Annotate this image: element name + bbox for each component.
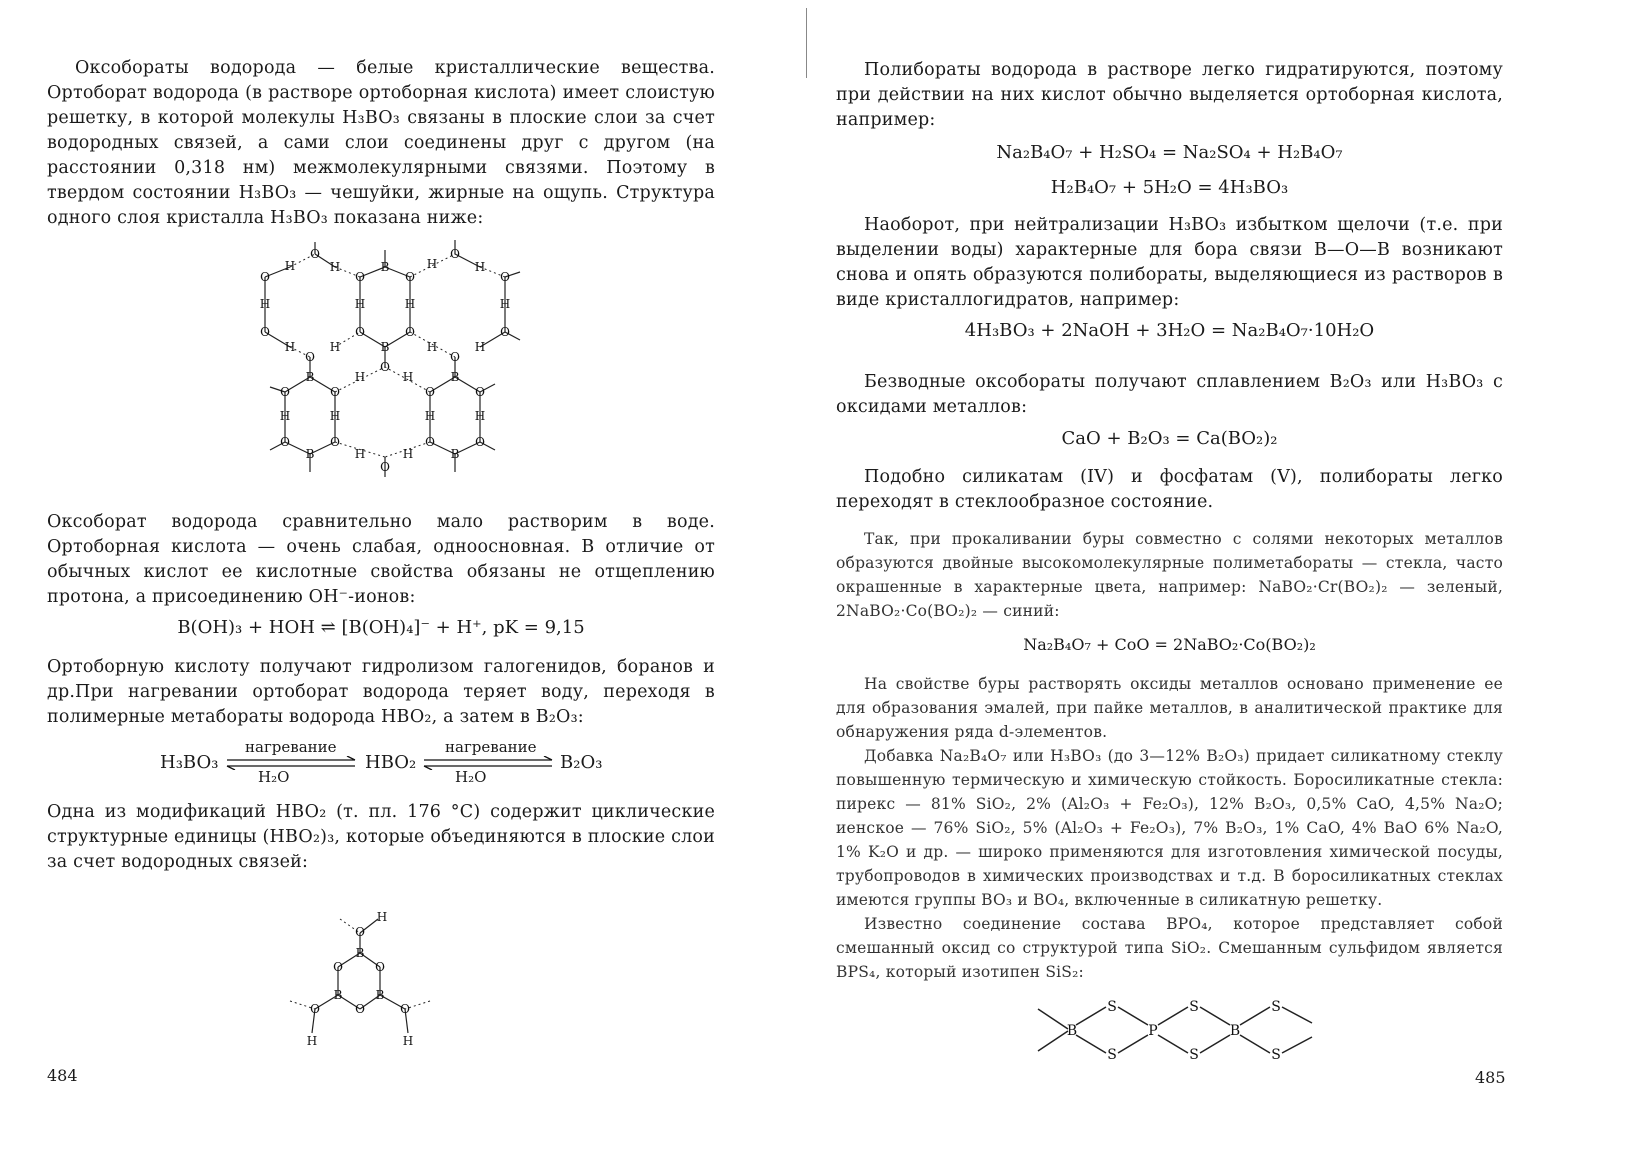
svg-text:O: O bbox=[355, 325, 365, 339]
svg-text:O: O bbox=[400, 1002, 410, 1016]
svg-text:O: O bbox=[260, 325, 270, 339]
svg-text:H: H bbox=[474, 260, 486, 274]
svg-text:P: P bbox=[1148, 1023, 1158, 1039]
paragraph-r6: На свойстве буры растворять оксиды металлов основано применение ее для образования эмалей, при пайке металлов, в аналитической практике для обнаружения ряда d-элементов. bbox=[836, 675, 1503, 741]
paragraph-5: Одна из модификаций HBO₂ (т. пл. 176 °C) содержит циклические структурные единицы (HBO₂)₃, которые объединяются в плоские слои за счет водородных связей: bbox=[47, 802, 715, 872]
svg-text:B: B bbox=[333, 988, 343, 1002]
svg-text:O: O bbox=[305, 350, 315, 364]
svg-text:S: S bbox=[1271, 999, 1281, 1015]
svg-text:H: H bbox=[474, 409, 486, 423]
paragraph-r3: Безводные оксобораты получают сплавлением B₂O₃ или H₃BO₃ с оксидами металлов: bbox=[836, 372, 1503, 417]
svg-text:B: B bbox=[305, 370, 315, 384]
equation-r1: Na₂B₄O₇ + H₂SO₄ = Na₂SO₄ + H₂B₄O₇ bbox=[996, 142, 1343, 163]
svg-text:B: B bbox=[305, 447, 315, 461]
left-page bbox=[0, 0, 800, 1175]
svg-text:H: H bbox=[402, 370, 414, 384]
page-number-right: 485 bbox=[1475, 1068, 1506, 1087]
svg-text:O: O bbox=[330, 385, 340, 399]
equilibrium-arrow bbox=[225, 756, 360, 770]
svg-text:O: O bbox=[333, 960, 343, 974]
svg-text:B: B bbox=[1229, 1023, 1241, 1039]
paragraph-3: Ортоборную кислоту получают гидролизом галогенидов, боранов и др. bbox=[47, 657, 715, 702]
paragraph-r8: Известно соединение состава BPO₄, которое представляет собой смешанный оксид со структурой типа SiO₂. Смешанным сульфидом является BPS₄, который изотипен SiS₂: bbox=[836, 915, 1503, 981]
equation-r2: H₂B₄O₇ + 5H₂O = 4H₃BO₃ bbox=[1050, 177, 1289, 198]
equation-boric-acid-equilibrium: B(OH)₃ + HOH ⇌ [B(OH)₄]⁻ + H⁺, pK = 9,15 bbox=[177, 617, 585, 638]
svg-text:O: O bbox=[280, 435, 290, 449]
svg-text:B: B bbox=[450, 370, 460, 384]
svg-text:H: H bbox=[426, 340, 438, 354]
svg-text:H: H bbox=[402, 1034, 414, 1048]
svg-text:O: O bbox=[355, 1002, 365, 1016]
svg-text:S: S bbox=[1189, 1047, 1199, 1063]
h3bo3-layer-structure bbox=[240, 232, 530, 502]
svg-text:O: O bbox=[355, 925, 365, 939]
svg-text:O: O bbox=[330, 435, 340, 449]
svg-text:S: S bbox=[1107, 1047, 1117, 1063]
svg-text:O: O bbox=[475, 385, 485, 399]
equation-r4: CaO + B₂O₃ = Ca(BO₂)₂ bbox=[1061, 428, 1278, 449]
arrow-label-heating: нагревание bbox=[245, 738, 337, 756]
svg-text:H: H bbox=[404, 297, 416, 311]
svg-text:S: S bbox=[1189, 999, 1199, 1015]
svg-text:H: H bbox=[474, 340, 486, 354]
svg-text:O: O bbox=[310, 1002, 320, 1016]
paragraph-2: Оксоборат водорода сравнительно мало растворим в воде. Ортоборная кислота — очень слабая, одноосновная. В отличие от обычных кислот ее кислотные свойства обязаны не отщеплению протона, а присоединению OH⁻-ионов: bbox=[47, 512, 715, 607]
right-page bbox=[820, 0, 1631, 1175]
svg-text:O: O bbox=[450, 350, 460, 364]
eq-h3bo3: H₃BO₃ bbox=[160, 752, 219, 773]
svg-text:H: H bbox=[306, 1034, 318, 1048]
svg-text:H: H bbox=[279, 409, 291, 423]
svg-text:O: O bbox=[405, 270, 415, 284]
svg-text:O: O bbox=[355, 270, 365, 284]
equation-r3: 4H₃BO₃ + 2NaOH + 3H₂O = Na₂B₄O₇·10H₂O bbox=[964, 320, 1375, 341]
svg-text:H: H bbox=[329, 260, 341, 274]
paragraph-4: При нагревании ортоборат водорода теряет воду, переходя в полимерные метабораты водорода HBO₂, а затем в B₂O₃: bbox=[47, 682, 715, 727]
svg-text:O: O bbox=[425, 435, 435, 449]
paragraph-r4: Подобно силикатам (IV) и фосфатам (V), полибораты легко переходят в стеклообразное состояние. bbox=[836, 467, 1503, 512]
svg-text:H: H bbox=[499, 297, 511, 311]
paragraph-r2: Наоборот, при нейтрализации H₃BO₃ избытком щелочи (т.е. при выделении воды) характерные для бора связи B—O—B возникают снова и опять образуются полибораты, выделяющиеся из растворов в виде кристаллогидратов, например: bbox=[836, 215, 1503, 310]
eq-b2o3: B₂O₃ bbox=[560, 752, 603, 773]
svg-text:H: H bbox=[329, 409, 341, 423]
page-number-left: 484 bbox=[47, 1066, 78, 1085]
paragraph-r5: Так, при прокаливании буры совместно с солями некоторых металлов образуются двойные высокомолекулярные полиметабораты — стекла, часто окрашенные в характерные цвета, например: NaBO₂·Cr(BO₂)₂ — зеленый, 2NaBO₂·Co(BO₂)₂ — синий: bbox=[836, 530, 1503, 620]
eq-hbo2: HBO₂ bbox=[365, 752, 417, 773]
hbo2-cyclic-structure bbox=[280, 905, 440, 1055]
svg-text:O: O bbox=[380, 460, 390, 474]
svg-text:H: H bbox=[426, 257, 438, 271]
svg-text:H: H bbox=[354, 447, 366, 461]
svg-text:H: H bbox=[376, 910, 388, 924]
svg-text:B: B bbox=[450, 447, 460, 461]
equation-r5: Na₂B₄O₇ + CoO = 2NaBO₂·Co(BO₂)₂ bbox=[1023, 635, 1316, 654]
arrow-label-heating-2: нагревание bbox=[445, 738, 537, 756]
svg-text:O: O bbox=[280, 385, 290, 399]
svg-text:O: O bbox=[475, 435, 485, 449]
svg-text:O: O bbox=[450, 247, 460, 261]
svg-text:O: O bbox=[500, 325, 510, 339]
arrow-label-water: H₂O bbox=[258, 768, 290, 786]
svg-text:B: B bbox=[380, 260, 390, 274]
svg-text:O: O bbox=[310, 247, 320, 261]
atom-label: O bbox=[260, 270, 270, 284]
svg-text:H: H bbox=[329, 340, 341, 354]
page-spine bbox=[806, 8, 807, 78]
svg-text:B: B bbox=[375, 988, 385, 1002]
equation-dehydration bbox=[160, 738, 620, 788]
paragraph-r1: Полибораты водорода в растворе легко гидратируются, поэтому при действии на них кислот обычно выделяется ортоборная кислота, например: bbox=[836, 60, 1503, 130]
svg-text:B: B bbox=[1066, 1023, 1078, 1039]
svg-text:H: H bbox=[402, 447, 414, 461]
svg-text:H: H bbox=[284, 259, 296, 273]
svg-text:S: S bbox=[1271, 1047, 1281, 1063]
svg-text:H: H bbox=[354, 370, 366, 384]
svg-text:H: H bbox=[284, 340, 296, 354]
svg-text:O: O bbox=[380, 360, 390, 374]
svg-text:O: O bbox=[405, 325, 415, 339]
equilibrium-arrow-2 bbox=[422, 756, 557, 770]
svg-text:O: O bbox=[500, 270, 510, 284]
svg-text:B: B bbox=[355, 946, 365, 960]
bps4-chain-structure bbox=[1030, 995, 1320, 1065]
svg-text:H: H bbox=[259, 297, 271, 311]
svg-text:S: S bbox=[1107, 999, 1117, 1015]
paragraph-1: Оксобораты водорода — белые кристаллические вещества. Ортоборат водорода (в растворе ортоборная кислота) имеет слоистую решетку, в которой молекулы H₃BO₃ связаны в плоские слои за счет водородных связей, а сами слои соединены друг с другом (на расстоянии 0,318 нм) межмолекулярными связями. Поэтому в твердом состоянии H₃BO₃ — чешуйки, жирные на ощупь. Структура одного слоя кристалла H₃BO₃ показана ниже: bbox=[47, 58, 715, 228]
arrow-label-water-2: H₂O bbox=[455, 768, 487, 786]
svg-text:B: B bbox=[380, 340, 390, 354]
svg-text:O: O bbox=[425, 385, 435, 399]
paragraph-r7: Добавка Na₂B₄O₇ или H₃BO₃ (до 3—12% B₂O₃) придает силикатному стеклу повышенную термическую и химическую стойкость. Боросиликатные стекла: пирекс — 81% SiO₂, 2% (Al₂O₃ + Fe₂O₃), 12% B₂O₃, 0,5% CaO, 4,5% Na₂O; иенское — 76% SiO₂, 5% (Al₂O₃ + Fe₂O₃), 7% B₂O₃, 1% CaO, 4% BaO 6% Na₂O, 1% K₂O и др. — широко применяются для изготовления химической посуды, трубопроводов в химических производствах и т.д. В боросиликатных стеклах имеются группы BO₃ и BO₄, включенные в силикатную решетку. bbox=[836, 747, 1503, 909]
svg-text:H: H bbox=[424, 409, 436, 423]
svg-text:H: H bbox=[354, 297, 366, 311]
svg-text:O: O bbox=[375, 960, 385, 974]
